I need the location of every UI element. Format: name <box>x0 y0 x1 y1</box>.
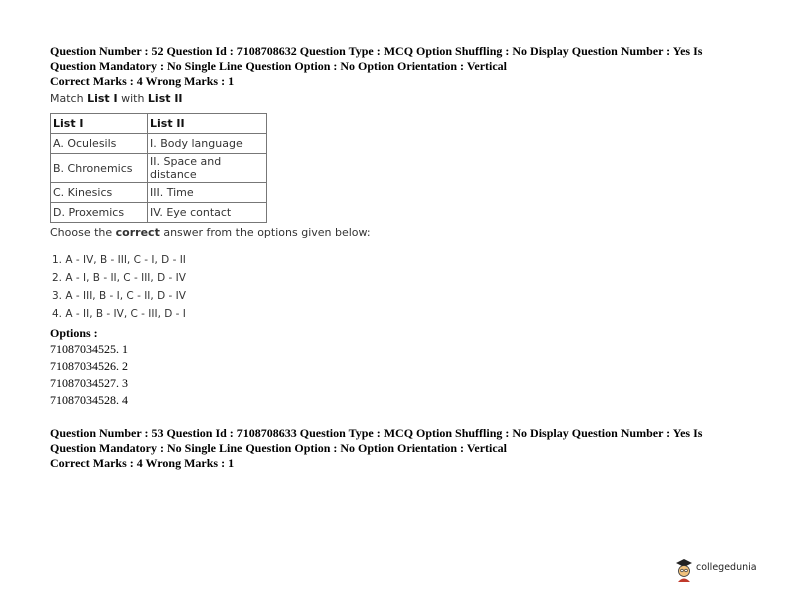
table-cell: D. Proxemics <box>51 203 148 223</box>
answer-option: 1. A - IV, B - III, C - I, D - II <box>52 254 186 266</box>
option-id: 71087034527. 3 <box>50 376 128 390</box>
answer-option: 4. A - II, B - IV, C - III, D - I <box>52 308 186 320</box>
table-cell: IV. Eye contact <box>148 203 267 223</box>
table-row <box>51 183 267 203</box>
table-cell: II. Space and distance <box>148 154 267 183</box>
q52-meta-line2: Question Mandatory : No Single Line Question Option : No Option Orientation : Vertical <box>50 59 508 73</box>
logo-tagline <box>694 573 757 578</box>
header-list2: List II <box>148 114 267 134</box>
table-row <box>51 154 267 183</box>
q53-meta-line1: Question Number : 53 Question Id : 7108708633 Question Type : MCQ Option Shuffling : No Display Question Number : Yes Is <box>50 426 703 440</box>
header-list1: List I <box>51 114 148 134</box>
answer-option: 2. A - I, B - II, C - III, D - IV <box>52 272 186 284</box>
list2-ref: List II <box>147 92 183 105</box>
q53-meta <box>50 426 750 471</box>
table-cell: III. Time <box>148 183 267 203</box>
table-row <box>51 203 267 223</box>
options-label: Options : <box>50 326 98 340</box>
answer-options <box>50 251 750 323</box>
q53-marks: Correct Marks : 4 Wrong Marks : 1 <box>50 456 235 470</box>
collegedunia-logo <box>674 558 757 582</box>
table-cell: B. Chronemics <box>51 154 148 183</box>
q52-meta-line1: Question Number : 52 Question Id : 7108708632 Question Type : MCQ Option Shuffling : No Display Question Number : Yes Is <box>50 44 703 58</box>
table-row <box>51 134 267 154</box>
match-table <box>50 113 267 223</box>
table-cell: I. Body language <box>148 134 267 154</box>
answer-option: 3. A - III, B - I, C - II, D - IV <box>52 290 186 302</box>
option-id: 71087034526. 2 <box>50 359 128 373</box>
table-cell: A. Oculesils <box>51 134 148 154</box>
q52-marks: Correct Marks : 4 Wrong Marks : 1 <box>50 74 235 88</box>
q53-meta-line2: Question Mandatory : No Single Line Question Option : No Option Orientation : Vertical <box>50 441 508 455</box>
choose-instruction: Choose the correct answer from the options given below: <box>50 226 371 239</box>
table-cell: C. Kinesics <box>51 183 148 203</box>
exam-page <box>50 44 750 471</box>
option-id: 71087034528. 4 <box>50 393 128 407</box>
option-ids <box>50 341 750 409</box>
q52-instruction: Match List I with List II <box>50 92 183 105</box>
option-id: 71087034525. 1 <box>50 342 128 356</box>
logo-wordmark: collegedunia <box>696 561 757 573</box>
table-header-row <box>51 114 267 134</box>
list1-ref: List I <box>87 92 118 105</box>
graduate-avatar-icon <box>674 558 694 582</box>
q52-meta <box>50 44 750 89</box>
